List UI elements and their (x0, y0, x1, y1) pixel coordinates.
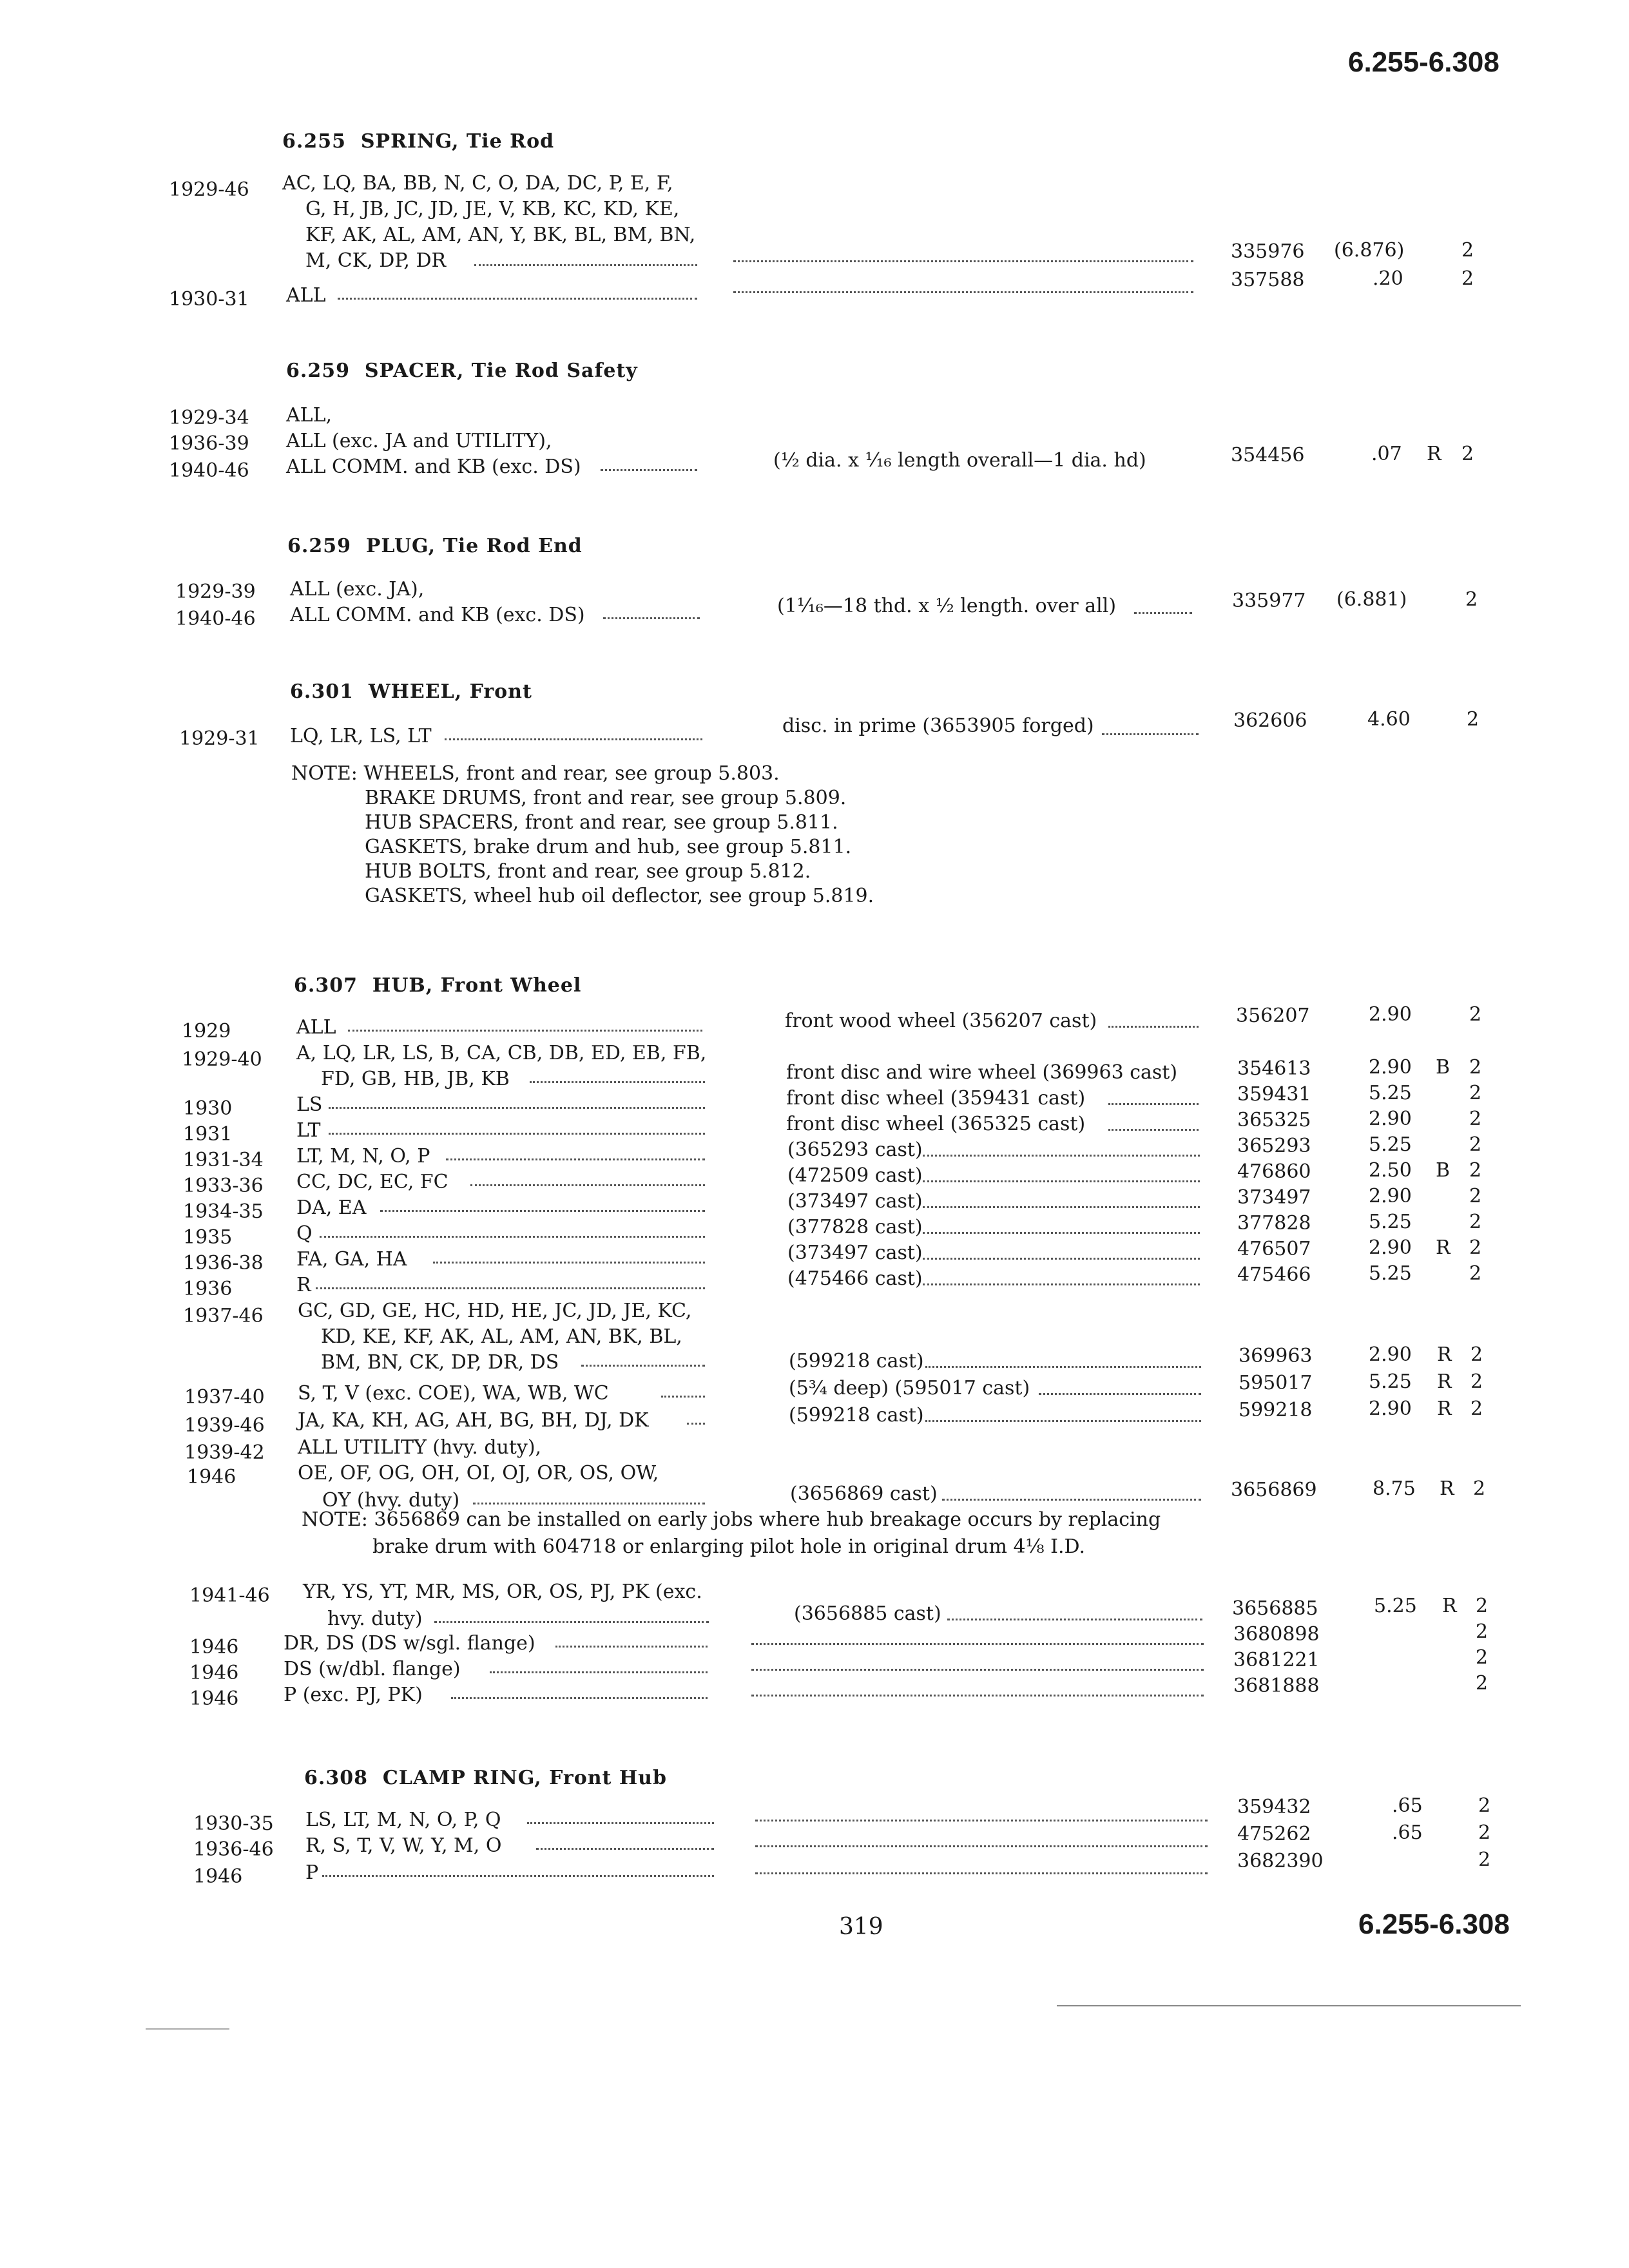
quantity: 2 (1461, 239, 1474, 262)
price: 2.90 (1369, 1003, 1412, 1026)
year: 1935 (183, 1226, 233, 1249)
page-number: 319 (839, 1914, 883, 1940)
model-line: ALL (exc. JA), (290, 578, 425, 601)
leader-dots (603, 613, 700, 619)
model-line: OY (hvy. duty) (322, 1489, 460, 1512)
leader-dots (733, 287, 1193, 293)
year: 1946 (187, 1466, 236, 1488)
quantity: 2 (1461, 443, 1474, 465)
leader-dots (536, 1844, 714, 1850)
part-number: 599218 (1239, 1399, 1313, 1421)
year: 1929-34 (169, 407, 249, 429)
model-line: ALL COMM. and KB (exc. DS) (286, 456, 581, 478)
section-heading (304, 1767, 667, 1789)
leader-dots (322, 1871, 714, 1877)
quantity: 2 (1469, 1108, 1482, 1130)
leader-dots (451, 1693, 708, 1699)
year: 1929-46 (169, 178, 249, 201)
year: 1936-38 (183, 1252, 264, 1274)
leader-dots (923, 1202, 1200, 1208)
section-title: HUB, Front Wheel (372, 974, 582, 997)
leader-dots (1102, 729, 1199, 735)
model-line: S, T, V (exc. COE), WA, WB, WC (298, 1382, 609, 1405)
quantity: 2 (1469, 1262, 1482, 1285)
section-heading (286, 360, 638, 382)
part-number: 365325 (1237, 1109, 1311, 1131)
leader-dots (601, 465, 697, 471)
part-number: 475262 (1237, 1823, 1311, 1845)
leader-dots (316, 1283, 705, 1289)
leader-dots (555, 1642, 708, 1648)
model-line: DS (w/dbl. flange) (284, 1658, 461, 1680)
model-line: LQ, LR, LS, LT (290, 725, 432, 747)
model-line: FD, GB, HB, JB, KB (321, 1068, 510, 1090)
leader-dots (348, 1026, 702, 1032)
leader-dots (751, 1665, 1204, 1671)
leader-dots (380, 1206, 705, 1212)
year: 1929-40 (182, 1048, 262, 1071)
part-number: 476860 (1237, 1160, 1311, 1183)
part-number: 3656869 (1231, 1479, 1317, 1501)
section-heading (294, 974, 581, 997)
description: (599218 cast) (789, 1350, 924, 1372)
quantity: 2 (1461, 267, 1474, 290)
year: 1931-34 (183, 1149, 264, 1171)
model-line: DR, DS (DS w/sgl. flange) (284, 1632, 535, 1655)
model-line: hvy. duty) (327, 1608, 423, 1630)
part-number: 335977 (1232, 590, 1306, 612)
note-line: GASKETS, brake drum and hub, see group 5.811. (365, 836, 852, 858)
quantity: 2 (1469, 1056, 1482, 1079)
model-line: DA, EA (296, 1196, 367, 1219)
description: (3656869 cast) (790, 1483, 938, 1505)
description: (475466 cast) (787, 1267, 923, 1290)
model-line: R (296, 1274, 311, 1296)
leader-dots (473, 1499, 705, 1504)
description: front disc wheel (359431 cast) (786, 1087, 1086, 1110)
year: 1940-46 (175, 608, 256, 630)
price: 2.90 (1369, 1343, 1412, 1366)
section-number: 6.259 (286, 360, 350, 382)
model-line: BM, BN, CK, DP, DR, DS (321, 1351, 559, 1374)
model-line: R, S, T, V, W, Y, M, O (305, 1834, 502, 1857)
model-line: G, H, JB, JC, JD, JE, V, KB, KC, KD, KE, (305, 198, 680, 220)
quantity: 2 (1478, 1794, 1491, 1817)
quantity: 2 (1476, 1646, 1489, 1669)
leader-dots (320, 1232, 705, 1238)
model-line: JA, KA, KH, AG, AH, BG, BH, DJ, DK (298, 1409, 649, 1432)
model-line: LS, LT, M, N, O, P, Q (305, 1809, 501, 1831)
year: 1929-39 (175, 581, 256, 603)
quantity: 2 (1469, 1236, 1482, 1259)
price: 5.25 (1369, 1082, 1412, 1104)
leader-dots (470, 1180, 705, 1186)
note-line: BRAKE DRUMS, front and rear, see group 5.809. (365, 787, 847, 809)
leader-dots (925, 1362, 1201, 1368)
year: 1937-40 (184, 1386, 265, 1408)
section-title: PLUG, Tie Rod End (365, 535, 583, 557)
year: 1939-46 (184, 1414, 265, 1437)
leader-dots (755, 1869, 1208, 1874)
leader-dots (733, 256, 1193, 262)
section-title: SPRING, Tie Rod (360, 130, 555, 153)
quantity: 2 (1469, 1211, 1482, 1233)
note-line: brake drum with 604718 or enlarging pilot hole in original drum 4⅛ I.D. (372, 1535, 1086, 1558)
quantity: 2 (1473, 1477, 1486, 1500)
quantity: 2 (1469, 1003, 1482, 1026)
page-header-range: 6.255-6.308 (1348, 46, 1499, 78)
note-line: HUB BOLTS, front and rear, see group 5.812. (365, 860, 811, 883)
year: 1929-31 (179, 727, 260, 750)
description: (1¹⁄₁₆—18 thd. x ½ length. over all) (777, 595, 1117, 617)
model-line: ALL (exc. JA and UTILITY), (286, 430, 552, 452)
description: disc. in prime (3653905 forged) (782, 715, 1094, 737)
scan-rule (1057, 2005, 1521, 2006)
year: 1936 (183, 1278, 233, 1300)
section-number: 6.255 (282, 130, 346, 153)
description: (365293 cast) (787, 1139, 923, 1161)
year: 1930-31 (169, 288, 249, 311)
model-line: Q (296, 1222, 313, 1245)
year: 1931 (183, 1123, 233, 1146)
section-number: 6.259 (287, 535, 351, 557)
description: front disc wheel (365325 cast) (786, 1113, 1086, 1135)
description: (5¾ deep) (595017 cast) (789, 1377, 1030, 1399)
quantity: 2 (1465, 588, 1478, 611)
model-line: ALL UTILITY (hvy. duty), (298, 1436, 542, 1459)
quantity: 2 (1478, 1821, 1491, 1844)
year: 1930 (183, 1097, 233, 1120)
model-line: ALL (286, 284, 326, 307)
part-number: 3681221 (1233, 1649, 1320, 1671)
part-number: 356207 (1236, 1004, 1310, 1027)
model-line: ALL COMM. and KB (exc. DS) (290, 604, 585, 626)
code: R (1442, 1595, 1457, 1617)
description: (3656885 cast) (794, 1602, 941, 1625)
quantity: 2 (1469, 1185, 1482, 1207)
note-line: NOTE: 3656869 can be installed on early jobs where hub breakage occurs by replacing (302, 1508, 1161, 1531)
year: 1946 (189, 1636, 239, 1658)
scan-rule (146, 2028, 229, 2030)
section-heading (287, 535, 583, 557)
description: (599218 cast) (789, 1404, 924, 1427)
model-line: P (exc. PJ, PK) (284, 1684, 423, 1706)
part-number: 3680898 (1233, 1623, 1320, 1646)
price: .20 (1373, 267, 1403, 290)
price: 2.90 (1369, 1185, 1412, 1207)
year: 1933-36 (183, 1175, 264, 1197)
price: 8.75 (1373, 1477, 1416, 1500)
leader-dots (1108, 1022, 1199, 1028)
price: .07 (1371, 443, 1402, 465)
price: (6.881) (1336, 588, 1407, 611)
year: 1930-35 (193, 1812, 274, 1835)
year: 1929 (182, 1020, 231, 1043)
model-line: ALL, (286, 404, 333, 427)
leader-dots (329, 1129, 705, 1135)
section-number: 6.301 (290, 680, 354, 703)
leader-dots (474, 260, 697, 266)
code: B (1436, 1159, 1451, 1182)
leader-dots (925, 1416, 1201, 1422)
model-line: CC, DC, EC, FC (296, 1171, 448, 1193)
part-number: 3681888 (1233, 1675, 1320, 1697)
model-line: AC, LQ, BA, BB, N, C, O, DA, DC, P, E, F, (282, 172, 673, 195)
price: .65 (1392, 1794, 1423, 1817)
leader-dots (947, 1615, 1202, 1620)
year: 1946 (189, 1687, 239, 1710)
model-line: FA, GA, HA (296, 1248, 407, 1271)
quantity: 2 (1470, 1398, 1483, 1420)
leader-dots (1039, 1389, 1201, 1395)
leader-dots (446, 1155, 705, 1160)
description: (½ dia. x ¹⁄₁₆ length overall—1 dia. hd) (773, 449, 1146, 472)
section-title: SPACER, Tie Rod Safety (364, 360, 638, 382)
part-number: 3656885 (1232, 1597, 1318, 1620)
model-line: KD, KE, KF, AK, AL, AM, AN, BK, BL, (321, 1325, 682, 1348)
year: 1946 (189, 1662, 239, 1684)
description: (472509 cast) (787, 1164, 923, 1187)
code: R (1437, 1343, 1452, 1366)
price: 2.90 (1369, 1236, 1412, 1259)
leader-dots (751, 1691, 1204, 1696)
leader-dots (445, 735, 702, 740)
part-number: 373497 (1237, 1186, 1311, 1209)
leader-dots (923, 1254, 1200, 1260)
model-line: LT (296, 1119, 321, 1142)
quantity: 2 (1469, 1133, 1482, 1156)
model-line: M, CK, DP, DR (305, 249, 447, 272)
price: 4.60 (1367, 708, 1411, 731)
description: front wood wheel (356207 cast) (785, 1010, 1097, 1032)
description: (373497 cast) (787, 1190, 923, 1213)
leader-dots (581, 1361, 705, 1367)
leader-dots (751, 1639, 1204, 1645)
part-number: 475466 (1237, 1264, 1311, 1286)
year: 1936-39 (169, 432, 249, 455)
quantity: 2 (1470, 1370, 1483, 1393)
year: 1941-46 (189, 1584, 270, 1607)
leader-dots (942, 1495, 1201, 1501)
leader-dots (329, 1103, 705, 1109)
note-line: NOTE: WHEELS, front and rear, see group 5.803. (291, 762, 780, 785)
section-heading (282, 130, 554, 153)
year: 1936-46 (193, 1838, 274, 1861)
model-line: A, LQ, LR, LS, B, CA, CB, DB, ED, EB, FB, (296, 1042, 707, 1064)
note-line: HUB SPACERS, front and rear, see group 5.811. (365, 811, 838, 834)
price: 5.25 (1369, 1133, 1412, 1156)
model-line: KF, AK, AL, AM, AN, Y, BK, BL, BM, BN, (305, 224, 696, 246)
price: 2.90 (1369, 1398, 1412, 1420)
price: 2.50 (1369, 1159, 1412, 1182)
section-number: 6.307 (294, 974, 358, 997)
section-title: WHEEL, Front (368, 680, 532, 703)
section-heading (290, 680, 532, 703)
leader-dots (755, 1816, 1208, 1821)
year: 1940-46 (169, 459, 249, 482)
description: (377828 cast) (787, 1216, 923, 1238)
leader-dots (1108, 1125, 1199, 1131)
model-line: OE, OF, OG, OH, OI, OJ, OR, OS, OW, (298, 1462, 659, 1485)
part-number: 357588 (1231, 269, 1305, 291)
leader-dots (530, 1077, 705, 1083)
leader-dots (527, 1818, 714, 1824)
price: 2.90 (1369, 1056, 1412, 1079)
quantity: 2 (1476, 1672, 1489, 1695)
part-number: 476507 (1237, 1238, 1311, 1260)
note-line: GASKETS, wheel hub oil deflector, see group 5.819. (365, 885, 874, 907)
leader-dots (755, 1841, 1208, 1847)
description: front disc and wire wheel (369963 cast) (786, 1061, 1178, 1084)
code: R (1437, 1370, 1452, 1393)
model-line: ALL (296, 1016, 336, 1039)
year: 1939-42 (184, 1441, 265, 1464)
model-line: P (305, 1861, 319, 1884)
code: R (1436, 1236, 1451, 1259)
part-number: 362606 (1233, 709, 1307, 732)
leader-dots (338, 294, 697, 300)
quantity: 2 (1469, 1082, 1482, 1104)
leader-dots (434, 1617, 709, 1623)
section-title: CLAMP RING, Front Hub (382, 1767, 667, 1789)
part-number: 354613 (1237, 1057, 1311, 1080)
part-number: 359431 (1237, 1083, 1311, 1106)
part-number: 359432 (1237, 1796, 1311, 1818)
leader-dots (923, 1228, 1200, 1234)
part-number: 335976 (1231, 240, 1305, 263)
page-footer-range: 6.255-6.308 (1358, 1908, 1510, 1940)
model-line: YR, YS, YT, MR, MS, OR, OS, PJ, PK (exc. (303, 1581, 702, 1603)
price: (6.876) (1334, 239, 1405, 262)
quantity: 2 (1467, 708, 1480, 731)
price: 5.25 (1369, 1211, 1412, 1233)
part-number: 595017 (1239, 1372, 1313, 1394)
price: .65 (1392, 1821, 1423, 1844)
code: R (1440, 1477, 1454, 1500)
quantity: 2 (1470, 1343, 1483, 1366)
quantity: 2 (1478, 1849, 1491, 1871)
part-number: 3682390 (1237, 1850, 1324, 1872)
part-number: 354456 (1231, 444, 1305, 466)
quantity: 2 (1476, 1620, 1489, 1643)
model-line: LS (296, 1093, 323, 1116)
price: 5.25 (1369, 1262, 1412, 1285)
price: 5.25 (1369, 1370, 1412, 1393)
code: B (1436, 1056, 1451, 1079)
leader-dots (923, 1177, 1200, 1182)
part-number: 377828 (1237, 1212, 1311, 1235)
leader-dots (433, 1258, 705, 1264)
part-number: 369963 (1239, 1345, 1313, 1367)
section-number: 6.308 (304, 1767, 368, 1789)
year: 1934-35 (183, 1200, 264, 1223)
leader-dots (1134, 608, 1192, 614)
quantity: 2 (1469, 1159, 1482, 1182)
leader-dots (923, 1280, 1200, 1285)
leader-dots (661, 1392, 705, 1398)
code: R (1437, 1398, 1452, 1420)
quantity: 2 (1476, 1595, 1489, 1617)
price: 5.25 (1374, 1595, 1417, 1617)
description: (373497 cast) (787, 1242, 923, 1264)
part-number: 365293 (1237, 1135, 1311, 1157)
model-line: LT, M, N, O, P (296, 1145, 430, 1168)
leader-dots (490, 1667, 708, 1673)
model-line: GC, GD, GE, HC, HD, HE, JC, JD, JE, KC, (298, 1300, 692, 1322)
code: R (1427, 443, 1441, 465)
leader-dots (1108, 1099, 1199, 1105)
leader-dots (923, 1151, 1200, 1157)
leader-dots (687, 1419, 705, 1425)
price: 2.90 (1369, 1108, 1412, 1130)
year: 1937-46 (183, 1305, 264, 1327)
year: 1946 (193, 1865, 243, 1888)
